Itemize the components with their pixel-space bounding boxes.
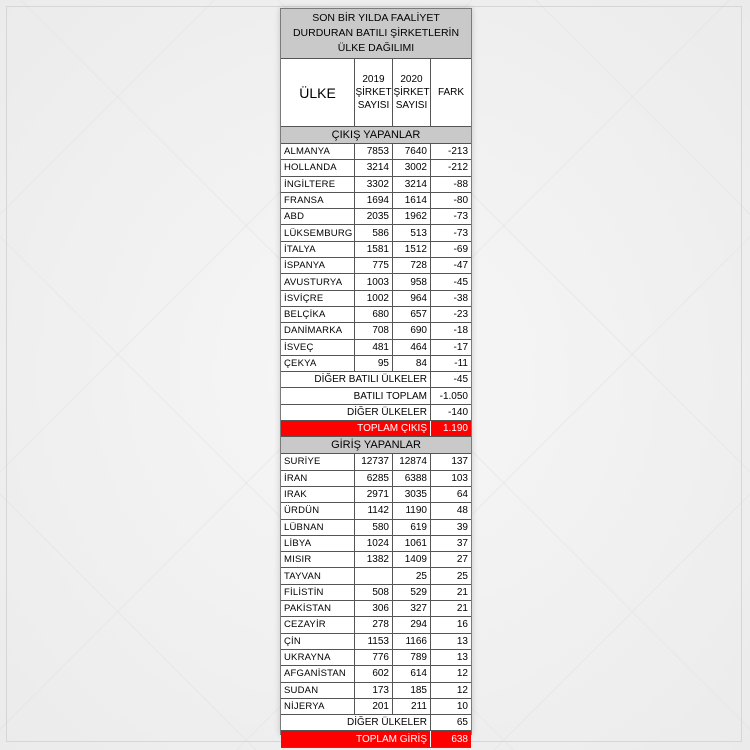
country-cell: İSVEÇ <box>281 340 355 355</box>
diff-cell: 12 <box>456 684 468 696</box>
value-2020-cell: 25 <box>393 568 431 583</box>
value-2020-cell: 1409 <box>393 552 431 567</box>
value-2019-cell: 1142 <box>355 503 393 518</box>
total-entries-row <box>281 731 471 747</box>
diff-cell: -11 <box>454 358 468 369</box>
country-cell: FRANSA <box>281 193 355 208</box>
value-2019-cell: 1024 <box>355 536 393 551</box>
table-title: SON BİR YILDA FAALİYET DURDURAN BATILI ŞİRKETLERİN ÜLKE DAĞILIMI <box>281 9 471 59</box>
value-2019-cell: 508 <box>355 585 393 600</box>
country-cell: ABD <box>281 209 355 224</box>
total-exits-value: 1.190 <box>442 423 468 435</box>
value-2019-cell: 708 <box>355 323 393 338</box>
diff-cell: -73 <box>453 227 468 239</box>
table-row <box>281 160 471 176</box>
value-2019-cell: 201 <box>355 699 393 714</box>
table-row <box>281 193 471 209</box>
diff-cell: 39 <box>456 521 468 533</box>
country-cell: AFGANİSTAN <box>281 666 355 681</box>
total-exits-row <box>281 421 471 437</box>
value-2019-cell: 1382 <box>355 552 393 567</box>
entry-other-countries-label: DİĞER ÜLKELER <box>281 715 431 730</box>
country-cell: FİLİSTİN <box>281 585 355 600</box>
company-country-table <box>280 8 472 745</box>
table-row <box>281 503 471 519</box>
diff-cell: -80 <box>453 195 468 207</box>
value-2019-cell: 580 <box>355 520 393 535</box>
diff-cell: -88 <box>453 178 468 190</box>
diff-cell: -212 <box>447 162 468 174</box>
entry-other-countries-value: 65 <box>456 717 468 729</box>
diff-cell: 16 <box>456 619 468 631</box>
value-2020-cell: 3002 <box>393 160 431 175</box>
diff-cell: 13 <box>456 652 468 664</box>
country-cell: UKRAYNA <box>281 650 355 665</box>
country-cell: CEZAYİR <box>281 617 355 632</box>
value-2019-cell: 602 <box>355 666 393 681</box>
country-cell: DANİMARKA <box>281 323 355 338</box>
country-cell: PAKİSTAN <box>281 601 355 616</box>
western-total-row <box>281 388 471 404</box>
country-cell: IRAK <box>281 487 355 502</box>
country-cell: AVUSTURYA <box>281 274 355 289</box>
table-row <box>281 258 471 274</box>
diff-cell: 21 <box>456 586 468 598</box>
diff-cell: -45 <box>453 276 468 288</box>
diff-cell: -18 <box>453 325 468 337</box>
value-2020-cell: 294 <box>393 617 431 632</box>
value-2019-cell <box>355 568 393 583</box>
exit-rows <box>281 144 471 372</box>
table-row <box>281 666 471 682</box>
value-2019-cell: 1003 <box>355 274 393 289</box>
diff-cell: -47 <box>453 260 468 272</box>
diff-cell: -69 <box>453 243 468 255</box>
entry-rows <box>281 454 471 715</box>
table-row <box>281 307 471 323</box>
table-row <box>281 568 471 584</box>
table-row <box>281 340 471 356</box>
diff-cell: -38 <box>453 292 468 304</box>
country-cell: HOLLANDA <box>281 160 355 175</box>
value-2020-cell: 3035 <box>393 487 431 502</box>
value-2019-cell: 1694 <box>355 193 393 208</box>
country-cell: İSVİÇRE <box>281 291 355 306</box>
value-2020-cell: 1061 <box>393 536 431 551</box>
value-2019-cell: 3302 <box>355 177 393 192</box>
value-2019-cell: 680 <box>355 307 393 322</box>
table-row <box>281 209 471 225</box>
value-2019-cell: 12737 <box>355 454 393 469</box>
value-2020-cell: 84 <box>393 356 431 371</box>
section-exits: ÇIKIŞ YAPANLAR <box>281 127 471 144</box>
header-2019: 2019 ŞİRKET SAYISI <box>355 59 393 126</box>
value-2019-cell: 3214 <box>355 160 393 175</box>
table-row <box>281 585 471 601</box>
table-row <box>281 520 471 536</box>
value-2020-cell: 1614 <box>393 193 431 208</box>
value-2020-cell: 614 <box>393 666 431 681</box>
value-2020-cell: 690 <box>393 323 431 338</box>
diff-cell: 12 <box>456 668 468 680</box>
entry-other-countries-row <box>281 715 471 731</box>
value-2020-cell: 529 <box>393 585 431 600</box>
western-total-value: -1.050 <box>439 390 468 402</box>
table-row <box>281 634 471 650</box>
section-entries: GİRİŞ YAPANLAR <box>281 437 471 454</box>
value-2019-cell: 2035 <box>355 209 393 224</box>
country-cell: LİBYA <box>281 536 355 551</box>
total-exits-label: TOPLAM ÇIKIŞ <box>281 421 431 436</box>
value-2020-cell: 12874 <box>393 454 431 469</box>
table-row <box>281 650 471 666</box>
country-cell: ÇİN <box>281 634 355 649</box>
country-cell: ÜRDÜN <box>281 503 355 518</box>
value-2020-cell: 1166 <box>393 634 431 649</box>
diff-cell: 137 <box>451 456 468 468</box>
western-total-label: BATILI TOPLAM <box>281 388 431 403</box>
value-2019-cell: 1002 <box>355 291 393 306</box>
exit-other-countries-row <box>281 405 471 421</box>
other-western-row <box>281 372 471 388</box>
diff-cell: 21 <box>456 603 468 615</box>
value-2019-cell: 776 <box>355 650 393 665</box>
value-2019-cell: 775 <box>355 258 393 273</box>
diff-cell: 37 <box>456 537 468 549</box>
value-2020-cell: 6388 <box>393 471 431 486</box>
table-row <box>281 699 471 715</box>
value-2020-cell: 513 <box>393 225 431 240</box>
table-row <box>281 291 471 307</box>
value-2020-cell: 619 <box>393 520 431 535</box>
country-cell: İSPANYA <box>281 258 355 273</box>
value-2020-cell: 3214 <box>393 177 431 192</box>
country-cell: BELÇİKA <box>281 307 355 322</box>
table-row <box>281 144 471 160</box>
value-2019-cell: 173 <box>355 683 393 698</box>
total-entries-label: TOPLAM GİRİŞ <box>281 731 431 746</box>
country-cell: İNGİLTERE <box>281 177 355 192</box>
value-2020-cell: 1962 <box>393 209 431 224</box>
diff-cell: 10 <box>456 700 468 712</box>
country-cell: LÜKSEMBURG <box>281 225 355 240</box>
table-row <box>281 274 471 290</box>
table-row <box>281 552 471 568</box>
table-row <box>281 601 471 617</box>
diff-cell: -73 <box>453 211 468 223</box>
diff-cell: -17 <box>453 341 468 353</box>
value-2020-cell: 657 <box>393 307 431 322</box>
table-row <box>281 683 471 699</box>
table-row <box>281 536 471 552</box>
diff-cell: 25 <box>456 570 468 582</box>
country-cell: SUDAN <box>281 683 355 698</box>
value-2019-cell: 7853 <box>355 144 393 159</box>
value-2019-cell: 586 <box>355 225 393 240</box>
table-row <box>281 487 471 503</box>
diff-cell: 64 <box>456 489 468 501</box>
value-2019-cell: 6285 <box>355 471 393 486</box>
value-2020-cell: 789 <box>393 650 431 665</box>
header-2020: 2020 ŞİRKET SAYISI <box>393 59 431 126</box>
diff-cell: 103 <box>451 472 468 484</box>
table-header <box>281 59 471 127</box>
diff-cell: 13 <box>456 635 468 647</box>
table-row <box>281 177 471 193</box>
value-2019-cell: 95 <box>355 356 393 371</box>
table-row <box>281 471 471 487</box>
value-2020-cell: 958 <box>393 274 431 289</box>
value-2020-cell: 211 <box>393 699 431 714</box>
table-row <box>281 225 471 241</box>
header-diff: FARK <box>437 87 465 98</box>
table-row <box>281 454 471 470</box>
country-cell: SURİYE <box>281 454 355 469</box>
value-2020-cell: 1512 <box>393 242 431 257</box>
value-2020-cell: 7640 <box>393 144 431 159</box>
diff-cell: 27 <box>456 554 468 566</box>
country-cell: İTALYA <box>281 242 355 257</box>
value-2020-cell: 464 <box>393 340 431 355</box>
table-row <box>281 242 471 258</box>
value-2019-cell: 481 <box>355 340 393 355</box>
value-2020-cell: 964 <box>393 291 431 306</box>
total-entries-value: 638 <box>451 733 468 745</box>
country-cell: TAYVAN <box>281 568 355 583</box>
table-row <box>281 617 471 633</box>
value-2020-cell: 185 <box>393 683 431 698</box>
other-western-label: DİĞER BATILI ÜLKELER <box>281 372 431 387</box>
exit-other-countries-label: DİĞER ÜLKELER <box>281 405 431 420</box>
country-cell: ALMANYA <box>281 144 355 159</box>
other-western-value: -45 <box>453 374 468 386</box>
country-cell: LÜBNAN <box>281 520 355 535</box>
value-2019-cell: 1153 <box>355 634 393 649</box>
value-2019-cell: 278 <box>355 617 393 632</box>
country-cell: İRAN <box>281 471 355 486</box>
value-2020-cell: 728 <box>393 258 431 273</box>
value-2019-cell: 1581 <box>355 242 393 257</box>
value-2019-cell: 306 <box>355 601 393 616</box>
value-2019-cell: 2971 <box>355 487 393 502</box>
header-country: ÜLKE <box>281 59 355 126</box>
value-2020-cell: 1190 <box>393 503 431 518</box>
exit-other-countries-value: -140 <box>447 406 468 418</box>
country-cell: ÇEKYA <box>281 356 355 371</box>
country-cell: NİJERYA <box>281 699 355 714</box>
country-cell: MISIR <box>281 552 355 567</box>
table-row <box>281 356 471 372</box>
value-2020-cell: 327 <box>393 601 431 616</box>
table-row <box>281 323 471 339</box>
diff-cell: 48 <box>456 505 468 517</box>
diff-cell: -23 <box>453 309 468 321</box>
diff-cell: -213 <box>447 146 468 158</box>
